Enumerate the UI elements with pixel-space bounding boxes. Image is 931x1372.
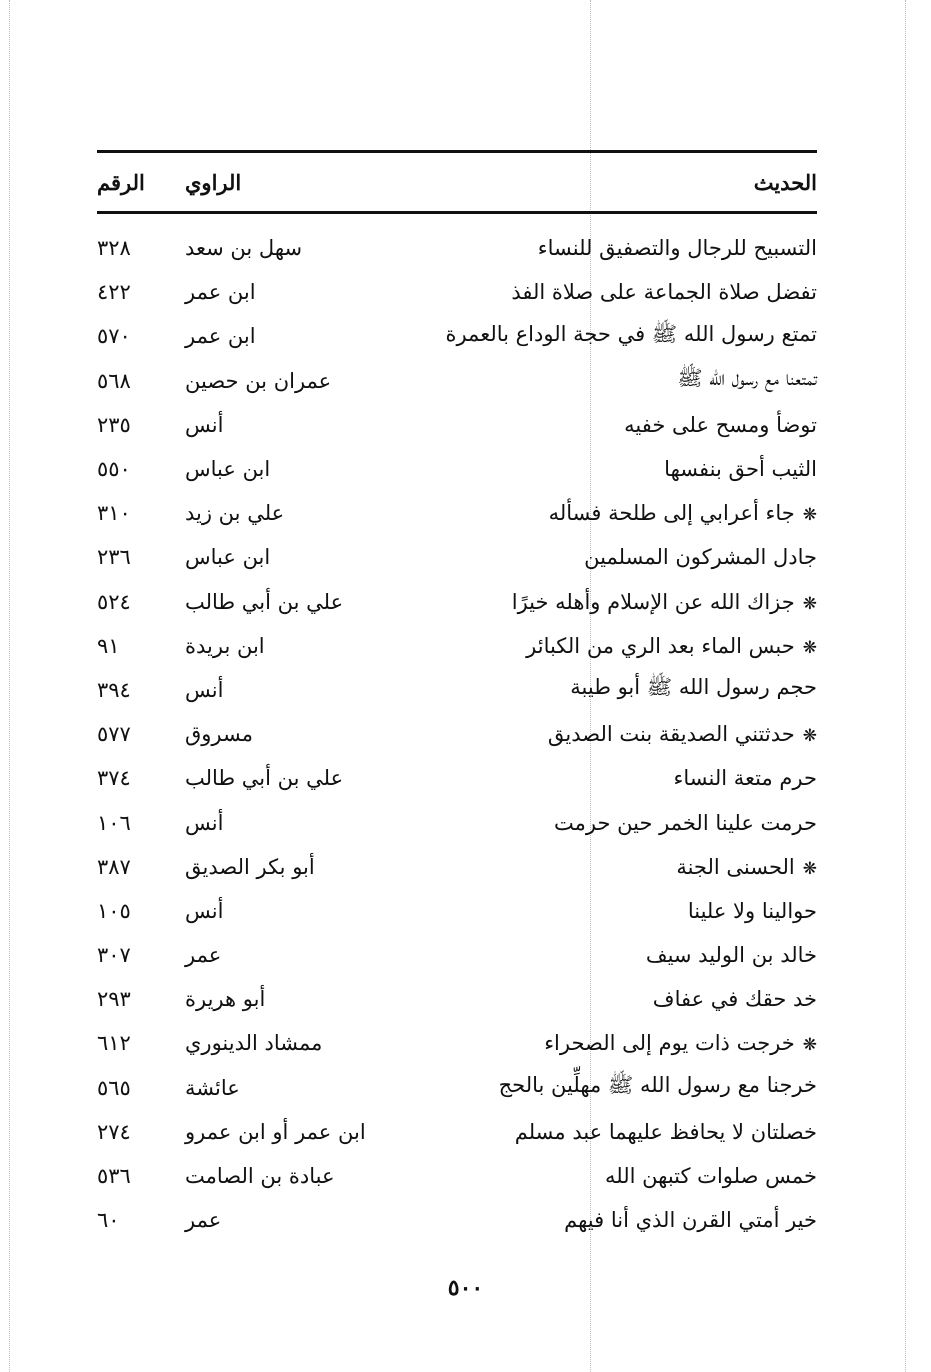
- table-row: [97, 403, 817, 447]
- hadith-text: [417, 321, 817, 352]
- hadith-number: ٥٧٠: [97, 324, 131, 349]
- rawi-name: علي بن أبي طالب: [185, 589, 344, 614]
- hadith-text: [417, 674, 817, 705]
- hadith-text: [417, 987, 817, 1011]
- hadith-label: خرجت ذات يوم إلى الصحراء: [544, 1031, 795, 1056]
- rawi-name: أنس: [185, 898, 224, 923]
- rawi-name: أبو هريرة: [185, 987, 266, 1012]
- hadith-text: [417, 722, 817, 746]
- table-row: [97, 624, 817, 668]
- hadith-label: تمتعنا مع رسول الله ﷺ: [677, 366, 817, 391]
- hadith-text: [417, 634, 817, 658]
- hadith-text: [417, 1120, 817, 1144]
- table-row: [97, 668, 817, 712]
- hadith-number: ٥٦٨: [97, 368, 131, 393]
- table-row: [97, 889, 817, 933]
- hadith-number: ٣٢٨: [97, 236, 131, 261]
- hadith-label: التسبيح للرجال والتصفيق للنساء: [537, 236, 817, 261]
- page-number: ٥٠٠: [447, 1275, 484, 1301]
- hadith-number: ٣٧٤: [97, 766, 131, 791]
- hadith-label: حبس الماء بعد الري من الكبائر: [526, 633, 795, 658]
- hadith-label: جاء أعرابي إلى طلحة فسأله: [548, 501, 795, 526]
- hadith-text: [417, 811, 817, 835]
- table-header: [97, 153, 817, 211]
- asterism-icon: ❋: [802, 1035, 817, 1056]
- hadith-number: ٤٢٢: [97, 280, 131, 305]
- hadith-text: [417, 365, 817, 396]
- table-row: [97, 712, 817, 756]
- hadith-text: [417, 943, 817, 967]
- hadith-label: الحسنى الجنة: [676, 854, 795, 879]
- hadith-label: حرمت علينا الخمر حين حرمت: [554, 810, 817, 835]
- hadith-text: [417, 1164, 817, 1188]
- table-row: [97, 359, 817, 403]
- hadith-label: خرجنا مع رسول الله ﷺ مهلِّين بالحج: [498, 1073, 817, 1098]
- rawi-name: عائشة: [185, 1075, 240, 1100]
- scan-dotted-line-right: [905, 0, 906, 1372]
- hadith-number: ٥٢٤: [97, 589, 131, 614]
- table-row: [97, 1110, 817, 1154]
- hadith-number: ٣١٠: [97, 501, 131, 526]
- hadith-text: [417, 236, 817, 260]
- hadith-text: [417, 1208, 817, 1232]
- rawi-name: ابن عباس: [185, 457, 271, 482]
- table-row: [97, 1066, 817, 1110]
- rawi-name: أنس: [185, 810, 224, 835]
- table-row: [97, 580, 817, 624]
- hadith-number: ٥٥٠: [97, 457, 131, 482]
- hadith-number: ٢٧٤: [97, 1119, 131, 1144]
- asterism-icon: ❋: [802, 637, 817, 658]
- hadith-number: ٩١: [97, 633, 120, 658]
- hadith-number: ٥٦٥: [97, 1075, 131, 1100]
- table-row: [97, 447, 817, 491]
- table-row: [97, 535, 817, 579]
- hadith-text: [417, 590, 817, 614]
- rawi-name: سهل بن سعد: [185, 236, 303, 261]
- rawi-name: ابن بريدة: [185, 633, 265, 658]
- hadith-text: [417, 457, 817, 481]
- header-number: الرقم: [97, 169, 145, 195]
- rawi-name: أنس: [185, 677, 224, 702]
- hadith-number: ٣٨٧: [97, 854, 131, 879]
- table-row: [97, 314, 817, 358]
- hadith-label: جزاك الله عن الإسلام وأهله خيرًا: [511, 589, 795, 614]
- rawi-name: عمران بن حصين: [185, 368, 332, 393]
- rawi-name: عبادة بن الصامت: [185, 1164, 335, 1189]
- hadith-number: ٣٠٧: [97, 943, 131, 968]
- hadith-label: خير أمتي القرن الذي أنا فيهم: [564, 1208, 817, 1233]
- rawi-name: ابن عمر أو ابن عمرو: [185, 1119, 366, 1144]
- table-row: [97, 756, 817, 800]
- hadith-text: [417, 413, 817, 437]
- table-row: [97, 1198, 817, 1242]
- hadith-text: [417, 899, 817, 923]
- hadith-label: تمتع رسول الله ﷺ في حجة الوداع بالعمرة: [445, 321, 817, 346]
- hadith-index-table: [97, 150, 817, 1242]
- hadith-label: جادل المشركون المسلمين: [584, 545, 817, 570]
- rawi-name: علي بن أبي طالب: [185, 766, 344, 791]
- scan-dotted-line-left: [9, 0, 10, 1372]
- hadith-number: ٥٣٦: [97, 1164, 131, 1189]
- hadith-text: [417, 1031, 817, 1055]
- rawi-name: أنس: [185, 412, 224, 437]
- hadith-number: ١٠٦: [97, 810, 131, 835]
- rawi-name: ابن عمر: [185, 280, 256, 305]
- rawi-name: ممشاد الدينوري: [185, 1031, 323, 1056]
- hadith-number: ٢٣٥: [97, 412, 131, 437]
- table-row: [97, 800, 817, 844]
- hadith-number: ٢٩٣: [97, 987, 131, 1012]
- table-row: [97, 845, 817, 889]
- hadith-label: توضأ ومسح على خفيه: [624, 412, 817, 437]
- hadith-text: [417, 501, 817, 525]
- hadith-number: ٣٩٤: [97, 677, 131, 702]
- rawi-name: عمر: [185, 1208, 222, 1233]
- rawi-name: علي بن زيد: [185, 501, 285, 526]
- table-row: [97, 1021, 817, 1065]
- hadith-label: الثيب أحق بنفسها: [664, 457, 817, 482]
- table-row: [97, 933, 817, 977]
- table-row: [97, 977, 817, 1021]
- table-row: [97, 491, 817, 535]
- hadith-number: ٥٧٧: [97, 722, 131, 747]
- hadith-text: [417, 545, 817, 569]
- rawi-name: مسروق: [185, 722, 254, 747]
- hadith-text: [417, 766, 817, 790]
- hadith-number: ٦٠: [97, 1208, 120, 1233]
- hadith-label: حوالينا ولا علينا: [687, 898, 817, 923]
- hadith-label: تفضل صلاة الجماعة على صلاة الفذ: [511, 280, 817, 305]
- hadith-text: [417, 1072, 817, 1103]
- hadith-label: خد حقك في عفاف: [652, 987, 817, 1012]
- rawi-name: ابن عباس: [185, 545, 271, 570]
- table-row: [97, 270, 817, 314]
- rawi-name: ابن عمر: [185, 324, 256, 349]
- hadith-number: ٢٣٦: [97, 545, 131, 570]
- rawi-name: عمر: [185, 943, 222, 968]
- header-hadith: الحديث: [753, 169, 817, 195]
- asterism-icon: ❋: [802, 858, 817, 879]
- table-body: [97, 214, 817, 1242]
- hadith-number: ١٠٥: [97, 898, 131, 923]
- asterism-icon: ❋: [802, 505, 817, 526]
- hadith-label: خصلتان لا يحافظ عليهما عبد مسلم: [514, 1119, 817, 1144]
- rawi-name: أبو بكر الصديق: [185, 854, 315, 879]
- hadith-label: حرم متعة النساء: [673, 766, 817, 791]
- asterism-icon: ❋: [802, 726, 817, 747]
- table-row: [97, 226, 817, 270]
- hadith-label: حجم رسول الله ﷺ أبو طيبة: [570, 675, 817, 700]
- hadith-label: خمس صلوات كتبهن الله: [605, 1164, 817, 1189]
- hadith-text: [417, 855, 817, 879]
- table-row: [97, 1154, 817, 1198]
- hadith-label: حدثتني الصديقة بنت الصديق: [547, 722, 795, 747]
- header-rawi: الراوي: [185, 169, 242, 195]
- hadith-number: ٦١٢: [97, 1031, 131, 1056]
- hadith-label: خالد بن الوليد سيف: [645, 943, 817, 968]
- asterism-icon: ❋: [802, 593, 817, 614]
- hadith-text: [417, 280, 817, 304]
